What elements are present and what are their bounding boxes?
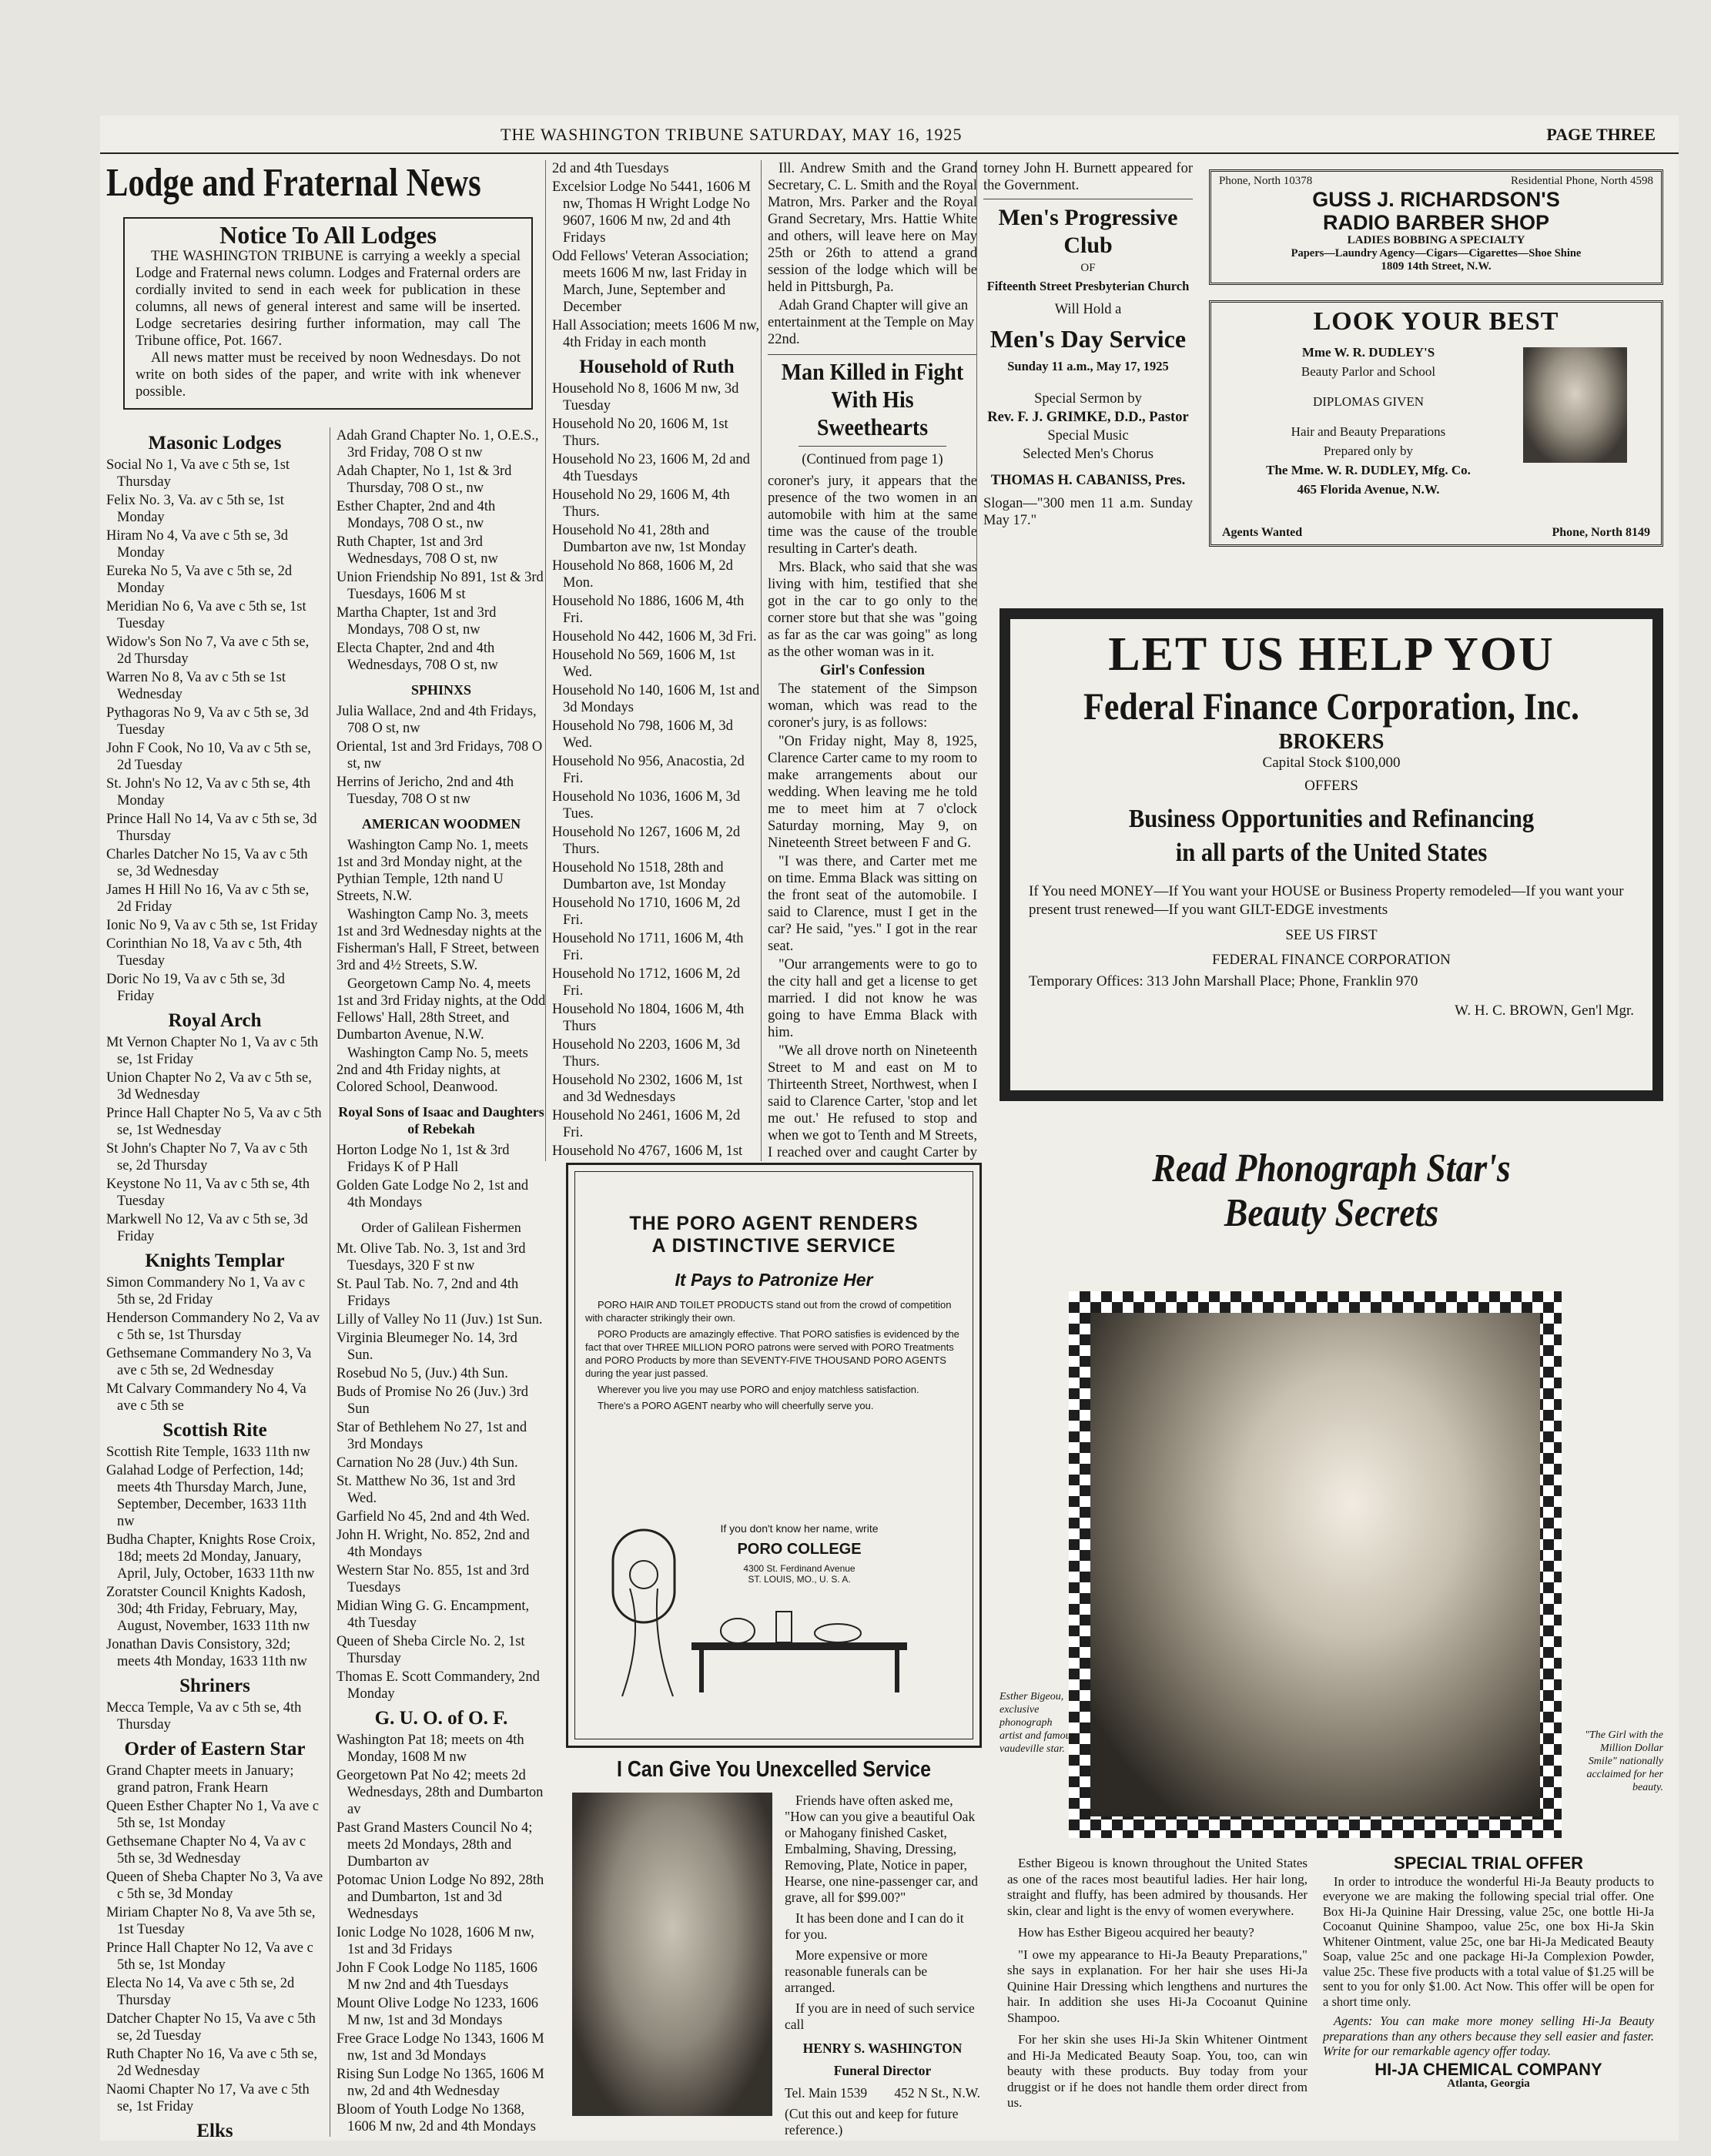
woman-illustration [599, 1527, 691, 1704]
paragraph: There's a PORO AGENT nearby who will cheerfully serve you. [598, 1400, 874, 1411]
masthead [100, 116, 1679, 154]
barber-shop-ad [1209, 169, 1663, 285]
list-item: Household No 569, 1606 M, 1st Wed. [552, 648, 735, 680]
offers: OFFERS [1304, 778, 1358, 794]
business-line-1: Business Opportunities and Refinancing [1128, 805, 1535, 833]
list-item: Midian Wing G. G. Encampment, 4th Tuesday [337, 1599, 530, 1631]
paragraph: The statement of the Simpson woman, which was read to the coroner's jury, is as follows: [768, 681, 977, 731]
list-item: Gethsemane Commandery No 3, Va ave c 5th se, 2d Wednesday [106, 1346, 312, 1378]
agents-wanted: Agents Wanted [1222, 526, 1303, 539]
list-item: Budha Chapter, Knights Rose Croix, 18d; meets 2d Monday, January, April, July, October, 1633 11th nw [106, 1532, 316, 1582]
list-item: Jonathan Davis Consistory, 32d; meets 4th Monday, 1633 11th nw [106, 1637, 307, 1669]
director-role: Funeral Director [833, 2063, 932, 2078]
paragraph: "We all drove north on Nineteenth Street to M and east on M to Thirteenth Street, Northwest, when I said to Clarence Carter, 'stop and let me out.' He refused to stop and when we got to Tenth and M Streets, I reached over and caught Carter by [768, 1043, 977, 1160]
list-item: Mt Calvary Commandery No 4, Va ave c 5th se [106, 1381, 306, 1414]
royal-arch-heading: Royal Arch [168, 1010, 262, 1031]
list-item: St. Paul Tab. No. 7, 2nd and 4th Fridays [337, 1277, 519, 1309]
list-item: Household No 798, 1606 M, 3d Wed. [552, 718, 733, 751]
prepared-by: Prepared only by [1323, 444, 1414, 458]
list-item: Queen of Sheba Circle No. 2, 1st Thursday [337, 1634, 525, 1666]
diplomas: DIPLOMAS GIVEN [1312, 394, 1425, 409]
list-item: John F Cook, No 10, Va av c 5th se, 2d Tuesday [106, 741, 311, 773]
list-item: Union Friendship No 891, 1st & 3rd Tuesdays, 1606 M st [337, 570, 544, 602]
barber-services: Papers—Laundry Agency—Cigars—Cigarettes—Shoe Shine [1291, 247, 1582, 259]
list-item: Electa Chapter, 2nd and 4th Wednesdays, 708 O st, nw [337, 641, 498, 673]
list-item: Charles Datcher No 15, Va av c 5th se, 3d Wednesday [106, 847, 308, 879]
list-item: Household No 1710, 1606 M, 2d Fri. [552, 896, 741, 928]
masthead-title: THE WASHINGTON TRIBUNE SATURDAY, MAY 16, 1925 [501, 125, 963, 144]
photo-caption-right: "The Girl with the Million Dollar Smile" nationally acclaimed for her beauty. [1585, 1729, 1663, 1793]
hija-title-1: Read Phonograph Star's [1152, 1147, 1511, 1190]
list-item: Household No 2461, 1606 M, 2d Fri. [552, 1108, 741, 1140]
director-name: HENRY S. WASHINGTON [802, 2040, 963, 2056]
list-item: Horton Lodge No 1, 1st & 3rd Fridays K of P Hall [337, 1143, 510, 1175]
poro-address-2: ST. LOUIS, MO., U. S. A. [748, 1574, 851, 1585]
elks-heading: Elks [196, 2121, 233, 2137]
paragraph: Agents: You can make more money selling Hi-Ja Beauty preparations than any others because they sell easier and faster. Write for our remarkable agency offer today. [1323, 2014, 1654, 2058]
paragraph: Ill. Andrew Smith and the Grand Secretary, C. L. Smith and the Royal Matron, Mrs. Parker and the Royal Grand Secretary, Mrs. Hattie White and others, will leave here on May 25th or 26th to attend a grand session of the lodge which will be held in Pittsburgh, Pa. [768, 161, 977, 295]
list-item: Hiram No 4, Va ave c 5th se, 3d Monday [106, 528, 288, 561]
list-item: Garfield No 45, 2nd and 4th Wed. [337, 1509, 530, 1525]
service-time: Sunday 11 a.m., May 17, 1925 [1007, 359, 1169, 373]
notice-title: Notice To All Lodges [219, 221, 437, 249]
funeral-title: I Can Give You Unexcelled Service [616, 1757, 931, 1782]
paragraph: "On Friday night, May 8, 1925, Clarence Carter came to my room to make arrangements about our wedding. When leaving me he told me to meet him at 7 o'clock Saturday morning, May 9, on Nineteenth Street between F and G. [768, 734, 977, 851]
special-sermon: Special Sermon by [1034, 391, 1142, 407]
list-item: Doric No 19, Va av c 5th se, 3d Friday [106, 972, 285, 1004]
list-item: Rising Sun Lodge No 1365, 1606 M nw, 2d and 4th Wednesday [337, 2067, 544, 2099]
subheading: Girl's Confession [819, 663, 926, 678]
ad-title: LOOK YOUR BEST [1313, 307, 1559, 336]
list-item: Georgetown Pat No 42; meets 2d Wednesdays, 28th and Dumbarton av [337, 1768, 544, 1817]
column-5 [976, 160, 1193, 607]
list-item: Simon Commandery No 1, Va av c 5th se, 2d Friday [106, 1275, 306, 1307]
poro-title-2: A DISTINCTIVE SERVICE [651, 1235, 896, 1257]
will-hold: Will Hold a [1054, 302, 1122, 317]
paragraph: "I owe my appearance to Hi-Ja Beauty Preparations," she says in explanation. For her hair she uses Hi-Ja Quinine Hair Dressing which lengthens and nurtures the hair. In addition she uses Hi-Ja Cocoanut Quinine Shampoo. [1007, 1947, 1308, 2025]
list-item: Lilly of Valley No 11 (Juv.) 1st Sun. [337, 1312, 543, 1327]
list-item: Queen of Sheba Chapter No 3, Va ave c 5th se, 3d Monday [106, 1870, 323, 1902]
continued-note: (Continued from page 1) [802, 452, 943, 467]
list-item: Zoratster Council Knights Kadosh, 30d; 4th Friday, February, May, August, November, 1633 11th nw [106, 1585, 310, 1634]
shriners-heading: Shriners [179, 1676, 250, 1696]
list-item: Ionic Lodge No 1028, 1606 M nw, 1st and 3d Fridays [337, 1925, 534, 1957]
list-item: Electa No 14, Va ave c 5th se, 2d Thursday [106, 1976, 295, 2008]
list-item: Household No 29, 1606 M, 4th Thurs. [552, 487, 730, 520]
list-item: Prince Hall Chapter No 5, Va av c 5th se, 1st Wednesday [106, 1106, 322, 1138]
barber-phones [1219, 175, 1653, 188]
company-name: The Mme. W. R. DUDLEY, Mfg. Co. [1266, 463, 1471, 477]
column-4 [761, 160, 977, 1161]
hija-company: HI-JA CHEMICAL COMPANY [1374, 2059, 1602, 2079]
list-item: Household No 1267, 1606 M, 2d Thurs. [552, 825, 741, 857]
paragraph: It has been done and I can do it for you. [785, 1910, 964, 1942]
page-number: PAGE THREE [1546, 125, 1656, 144]
column-2 [330, 427, 546, 2137]
lodge-section-header [106, 160, 537, 410]
list-item: Household No 956, Anacostia, 2d Fri. [552, 754, 745, 786]
list-item: Prince Hall Chapter No 12, Va ave c 5th se, 1st Monday [106, 1940, 313, 1973]
finance-ad [999, 608, 1663, 1101]
paragraph: Mrs. Black, who said that she was living with him, testified that she got in the car to go only to the corner store but that she was "going as far as the car was going" as long as the other woman was in it. [768, 560, 977, 660]
list-item: Felix No. 3, Va. av c 5th se, 1st Monday [106, 493, 284, 525]
poro-title-1: THE PORO AGENT RENDERS [629, 1213, 919, 1234]
list-item: Henderson Commandery No 2, Va av c 5th se, 1st Thursday [106, 1311, 320, 1343]
poro-ad [566, 1163, 982, 1748]
sphinx-heading: SPHINXS [410, 682, 472, 698]
paragraph: Wherever you live you may use PORO and enjoy matchless satisfaction. [598, 1384, 919, 1395]
finance-title: LET US HELP YOU [1108, 628, 1555, 681]
list-item: Odd Fellows' Veteran Association; meets 1606 M nw, last Friday in March, June, September and December [552, 249, 749, 315]
list-item: Rosebud No 5, (Juv.) 4th Sun. [337, 1366, 508, 1381]
offices: Temporary Offices: 313 John Marshall Place; Phone, Franklin 970 [1029, 973, 1418, 989]
list-item: Julia Wallace, 2nd and 4th Fridays, 708 O st, nw [337, 704, 537, 736]
list-item: Free Grace Lodge No 1343, 1606 M nw, 1st and 3d Mondays [337, 2031, 544, 2064]
templar-heading: Knights Templar [145, 1250, 285, 1271]
preacher: Rev. F. J. GRIMKE, D.D., Pastor [987, 410, 1189, 425]
list-item: Household No 868, 1606 M, 2d Mon. [552, 558, 733, 591]
list-item: Excelsior Lodge No 5441, 1606 M nw, Thomas H Wright Lodge No 9607, 1606 M nw, 2d and 4th Fridays [552, 179, 751, 246]
paragraph: Washington Camp No. 1, meets 1st and 3rd Monday night, at the Pythian Temple, 12th nand U Streets, N.W. [337, 838, 528, 904]
notice-text: THE WASHINGTON TRIBUNE is carrying a weekly a special Lodge and Fraternal news column. Lodges and Fraternal orders are cordially invited to send in each week for publication in these columns, all news of general interest and same will be inserted. Lodge secretaries desiring further information, may call The Tribune office, Pot. 1667. [136, 249, 521, 349]
paragraph: Friends have often asked me, "How can you give a beautiful Oak or Mahogany finished Casket, Embalming, Shaving, Dressing, Removing, Plate, Notice in paper, Hearse, one nine-passenger car, and grave, all for $99.00?" [785, 1793, 978, 1905]
star-photo [1090, 1313, 1540, 1816]
funeral-address: 452 N St., N.W. [894, 2085, 980, 2101]
section-title: Lodge and Fraternal News [106, 161, 481, 205]
club-of: OF [1080, 262, 1096, 274]
list-item: Potomac Union Lodge No 892, 28th and Dumbarton, 1st and 3d Wednesdays [337, 1873, 544, 1922]
list-item: Household No 41, 28th and Dumbarton ave nw, 1st Monday [552, 523, 746, 555]
list-item: Household No 140, 1606 M, 1st and 3d Mondays [552, 683, 760, 715]
paragraph: For her skin she uses Hi-Ja Skin Whitener Ointment and Hi-Ja Medicated Beauty Soap. You, too, can win beauty with these products. Buy today from your druggist or if he does not handle them order direct from us. [1007, 2032, 1308, 2110]
paragraph: More expensive or more reasonable funerals can be arranged. [785, 1947, 928, 1995]
list-item: Prince Hall No 14, Va av c 5th se, 3d Thursday [106, 812, 317, 844]
list-item: St John's Chapter No 7, Va av c 5th se, 2d Thursday [106, 1141, 308, 1173]
list-item: Household No 1804, 1606 M, 4th Thurs [552, 1002, 745, 1034]
offer-title: SPECIAL TRIAL OFFER [1393, 1853, 1584, 1873]
list-item: Gethsemane Chapter No 4, Va av c 5th se, 3d Wednesday [106, 1834, 306, 1866]
list-item: Union Chapter No 2, Va av c 5th se, 3d Wednesday [106, 1070, 312, 1103]
scottish-rite-heading: Scottish Rite [162, 1420, 267, 1441]
list-item: 2d and 4th Tuesdays [552, 161, 669, 176]
masonic-heading: Masonic Lodges [148, 433, 282, 454]
list-item: Queen Esther Chapter No 1, Va ave c 5th se, 1st Monday [106, 1799, 320, 1831]
paragraph: Washington Camp No. 3, meets 1st and 3rd Wednesday nights at the Fisherman's Hall, F Street, between 3rd and 4½ Streets, S.W. [337, 907, 542, 973]
barber-name: GUSS J. RICHARDSON'S [1312, 188, 1560, 211]
funeral-phone: Tel. Main 1539 [785, 2085, 868, 2101]
corp-name-caps: FEDERAL FINANCE CORPORATION [1212, 952, 1451, 968]
list-item: Household No 2203, 1606 M, 3d Thurs. [552, 1037, 741, 1070]
list-item: Household No 1518, 28th and Dumbarton ave, 1st Monday [552, 860, 726, 892]
list-item: Meridian No 6, Va ave c 5th se, 1st Tuesday [106, 599, 306, 631]
list-item: Household No 20, 1606 M, 1st Thurs. [552, 417, 728, 449]
list-item: Galahad Lodge of Perfection, 14d; meets 4th Thursday March, June, September, December, 1633 11th nw [106, 1463, 307, 1529]
paragraph: How has Esther Bigeou acquired her beauty? [1018, 1925, 1254, 1940]
list-item: Ruth Chapter, 1st and 3rd Wednesdays, 708 O st, nw [337, 534, 498, 567]
see-us-first: SEE US FIRST [1285, 927, 1378, 943]
list-item: Buds of Promise No 26 (Juv.) 3rd Sun [337, 1384, 529, 1417]
capital-stock: Capital Stock $100,000 [1262, 755, 1401, 771]
parlor-school: Beauty Parlor and School [1301, 364, 1436, 379]
list-item: Ionic No 9, Va av c 5th se, 1st Friday [106, 918, 318, 933]
finance-pitch: If You need MONEY—If You want your HOUSE or Business Property remodeled—If you want your present trust renewed—If you want GILT-EDGE investments [1029, 883, 1624, 918]
isaac-heading: Royal Sons of Isaac and Daughters of Rebekah [338, 1104, 544, 1137]
paragraph: PORO HAIR AND TOILET PRODUCTS stand out from the crowd of competition with character strikingly their own. [585, 1299, 952, 1324]
notice-text-2: All news matter must be received by noon Wednesdays. Do not write on both sides of the paper, and write with ink whenever possible. [136, 350, 521, 400]
photo-caption-left: Esther Bigeou, exclusive phonograph artist and famous vaudeville star. [999, 1691, 1076, 1755]
company-address: 465 Florida Avenue, N.W. [1297, 482, 1440, 497]
club-title: Men's Progressive Club [998, 205, 1178, 258]
portrait-photo [1523, 347, 1627, 463]
hija-title-2: Beauty Secrets [1224, 1191, 1439, 1235]
list-item: Household No 442, 1606 M, 3d Fri. [552, 629, 757, 644]
list-item: Social No 1, Va ave c 5th se, 1st Thursday [106, 457, 290, 490]
list-item: Household No 1712, 1606 M, 2d Fri. [552, 966, 741, 999]
notice-box [123, 217, 533, 410]
list-item: Martha Chapter, 1st and 3rd Mondays, 708 O st, nw [337, 605, 497, 638]
list-item: Warren No 8, Va av c 5th se 1st Wednesday [106, 670, 286, 702]
barber-shop-title: RADIO BARBER SHOP [1322, 211, 1550, 234]
list-item: Adah Grand Chapter No. 1, O.E.S., 3rd Friday, 708 O st nw [337, 428, 539, 460]
list-item: St. John's No 12, Va av c 5th se, 4th Monday [106, 776, 311, 808]
hair-beauty: Hair and Beauty Preparations [1291, 424, 1446, 439]
article-headline: Man Killed in Fight With His Sweethearts [781, 358, 964, 440]
list-item: Washington Pat 18; meets on 4th Monday, 1608 M nw [337, 1732, 524, 1765]
list-item: Ruth Chapter No 16, Va ave c 5th se, 2d Wednesday [106, 2047, 318, 2079]
brokers: BROKERS [1278, 730, 1385, 754]
list-item: Mt Vernon Chapter No 1, Va av c 5th se, 1st Friday [106, 1035, 319, 1067]
list-item: Corinthian No 18, Va av c 5th, 4th Tuesday [106, 936, 303, 969]
chorus: Selected Men's Chorus [1023, 447, 1154, 462]
list-item: Pythagoras No 9, Va av c 5th se, 3d Tuesday [106, 705, 309, 738]
business-line-2: in all parts of the United States [1175, 839, 1488, 867]
poro-address-1: 4300 St. Ferdinand Avenue [743, 1563, 856, 1574]
list-item: Household No 1711, 1606 M, 4th Fri. [552, 931, 744, 963]
list-item: Naomi Chapter No 17, Va ave c 5th se, 1st Friday [106, 2082, 310, 2114]
list-item: Miriam Chapter No 8, Va ave 5th se, 1st Tuesday [106, 1905, 316, 1937]
galilean-heading: Order of Galilean Fishermen [361, 1220, 521, 1235]
list-item: Past Grand Masters Council No 4; meets 2d Mondays, 28th and Dumbarton av [337, 1820, 533, 1870]
paragraph: Georgetown Camp No. 4, meets 1st and 3rd Friday nights, at the Odd Fellows' Hall, 28th Street, and Dumbarton Avenue, N.W. [337, 976, 546, 1043]
list-item: Star of Bethlehem No 27, 1st and 3rd Mondays [337, 1420, 527, 1452]
parlor-owner: Mme W. R. DUDLEY'S [1301, 345, 1435, 360]
barber-address: 1809 14th Street, N.W. [1381, 260, 1492, 273]
paragraph: Esther Bigeou is known throughout the United States as one of the races most beautiful ladies. Her hair long, straight and fluffy, has been admired by thousands. Her skin, clear and light is the envy of women everywhere. [1007, 1856, 1308, 1918]
barber-phone: Phone, North 10378 [1219, 175, 1313, 187]
service-title: Men's Day Service [989, 325, 1187, 353]
dudley-phone: Phone, North 8149 [1552, 526, 1650, 539]
beauty-parlor-ad [1209, 300, 1663, 547]
director-photo [572, 1793, 772, 2116]
vanity-table-illustration [684, 1581, 915, 1689]
list-item: St. Matthew No 36, 1st and 3rd Wed. [337, 1474, 516, 1506]
poro-college: PORO COLLEGE [737, 1541, 862, 1558]
paragraph: PORO Products are amazingly effective. That PORO satisfies is evidenced by the fact that over THREE MILLION PORO patrons were served with PORO Treatments and PORO Products by more than SEVENTY-FIVE THOUSAND PORO AGENTS during the year just passed. [585, 1328, 959, 1379]
list-item: Widow's Son No 7, Va ave c 5th se, 2d Thursday [106, 634, 310, 667]
list-item: Western Star No. 855, 1st and 3rd Tuesdays [337, 1563, 530, 1595]
list-item: Bloom of Youth Lodge No 1368, 1606 M nw, 2d and 4th Mondays [337, 2102, 536, 2134]
newspaper-page [100, 116, 1679, 2141]
paragraph: Adah Grand Chapter will give an entertainment at the Temple on May 22nd. [768, 298, 975, 347]
paragraph: Washington Camp No. 5, meets 2nd and 4th Friday nights, at Colored School, Deanwood. [337, 1046, 528, 1095]
hija-beauty-ad [999, 1120, 1663, 2137]
paragraph: "Our arrangements were to go to the city hall and get a license to get married. I did not know he was going to have Emma Black with him. [768, 957, 977, 1040]
list-item: Datcher Chapter No 15, Va ave c 5th se, 2d Tuesday [106, 2011, 316, 2044]
list-item: Household No 1036, 1606 M, 3d Tues. [552, 789, 741, 822]
household-ruth-heading: Household of Ruth [579, 357, 735, 377]
list-item: Adah Chapter, No 1, 1st & 3rd Thursday, 708 O st., nw [337, 464, 512, 496]
list-item: Household No 1886, 1606 M, 4th Fri. [552, 594, 745, 626]
list-item: Thomas E. Scott Commandery, 2nd Monday [337, 1669, 540, 1702]
list-item: Grand Chapter meets in January; grand patron, Frank Hearn [106, 1763, 294, 1796]
list-item: Mount Olive Lodge No 1233, 1606 M nw, 1st and 3d Mondays [337, 1996, 539, 2028]
cut-note: (Cut this out and keep for future reference.) [785, 2106, 959, 2138]
president: THOMAS H. CABANISS, Pres. [990, 473, 1186, 488]
list-item: Household No 4767, 1606 M, 1st [552, 1143, 743, 1159]
guo-heading: G. U. O. of O. F. [374, 1708, 508, 1729]
list-item: Household No 2302, 1606 M, 1st and 3d Wednesdays [552, 1073, 743, 1105]
list-item: Household No 8, 1606 M nw, 3d Tuesday [552, 381, 739, 413]
list-item: Household No 23, 1606 M, 2d and 4th Tuesdays [552, 452, 750, 484]
funeral-ad [566, 1756, 982, 2137]
list-item: Mt. Olive Tab. No. 3, 1st and 3rd Tuesdays, 320 F st nw [337, 1241, 526, 1274]
paragraph: torney John H. Burnett appeared for the Government. [983, 161, 1193, 193]
church-name: Fifteenth Street Presbyterian Church [986, 279, 1190, 293]
list-item: Markwell No 12, Va av c 5th se, 3d Friday [106, 1212, 308, 1244]
hija-city: Atlanta, Georgia [1447, 2077, 1530, 2090]
list-item: Scottish Rite Temple, 1633 11th nw [106, 1445, 310, 1460]
list-item: John F Cook Lodge No 1185, 1606 M nw 2nd and 4th Tuesdays [337, 1960, 537, 1993]
woodmen-heading: AMERICAN WOODMEN [361, 816, 521, 832]
list-item: Oriental, 1st and 3rd Fridays, 708 O st, nw [337, 739, 543, 772]
list-item: Esther Chapter, 2nd and 4th Mondays, 708 O st., nw [337, 499, 496, 531]
paragraph: "I was there, and Carter met me on time. Emma Black was sitting on the front seat of the automobile. I said to Clarence, must I get in the car? He said, "yes." I got in the rear seat. [768, 854, 977, 954]
paragraph: In order to introduce the wonderful Hi-Ja Beauty products to everyone we are making the following special trial offer. One Box Hi-Ja Quinine Hair Dressing, value 25c, one bottle Hi-Ja Cocoanut Quinine Shampoo, value 25c, one box Hi-Ja Skin Whitener Ointment, value 25c, one bar Hi-Ja Medicated Beauty Soap, value 25c and one package Hi-Ja Complexion Powder, value 25c. These five products with a total value of $1.25 will be sent to you for only $1.00. Act Now. This offer will be open for a short time only. [1323, 1873, 1654, 2009]
paragraph: coroner's jury, it appears that the presence of the two women in an automobile with him at the same time was the cause of the trouble resulting in Carter's death. [768, 474, 977, 557]
list-item: Virginia Bleumeger No. 14, 3rd Sun. [337, 1331, 517, 1363]
paragraph: If you are in need of such service call [785, 2000, 975, 2032]
list-item: James H Hill No 16, Va av c 5th se, 2d Friday [106, 882, 310, 915]
list-item: Carnation No 28 (Juv.) 4th Sun. [337, 1455, 518, 1471]
list-item: Hall Association; meets 1606 M nw, 4th Friday in each month [552, 318, 760, 350]
corp-name: Federal Finance Corporation, Inc. [1083, 685, 1580, 728]
barber-specialty: LADIES BOBBING A SPECIALTY [1347, 234, 1525, 246]
eastern-star-heading: Order of Eastern Star [124, 1739, 306, 1759]
poro-write: If you don't know her name, write [720, 1522, 879, 1535]
list-item: Herrins of Jericho, 2nd and 4th Tuesday, 708 O st nw [337, 775, 514, 807]
special-music: Special Music [1047, 428, 1129, 444]
checkered-frame [1069, 1291, 1562, 1838]
list-item: John H. Wright, No. 852, 2nd and 4th Mondays [337, 1528, 530, 1560]
masonic-list [106, 457, 323, 1005]
manager: W. H. C. BROWN, Gen'l Mgr. [1455, 1003, 1634, 1019]
slogan: Slogan—"300 men 11 a.m. Sunday May 17." [983, 496, 1193, 528]
barber-phone-residential: Residential Phone, North 4598 [1511, 175, 1653, 187]
list-item: Keystone No 11, Va av c 5th se, 4th Tuesday [106, 1177, 310, 1209]
poro-tagline: It Pays to Patronize Her [675, 1270, 873, 1290]
list-item: Golden Gate Lodge No 2, 1st and 4th Mondays [337, 1178, 529, 1210]
column-3 [545, 160, 762, 1161]
list-item: Mecca Temple, Va av c 5th se, 4th Thursday [106, 1700, 302, 1732]
column-1 [106, 427, 323, 2137]
list-item: Eureka No 5, Va ave c 5th se, 2d Monday [106, 564, 293, 596]
